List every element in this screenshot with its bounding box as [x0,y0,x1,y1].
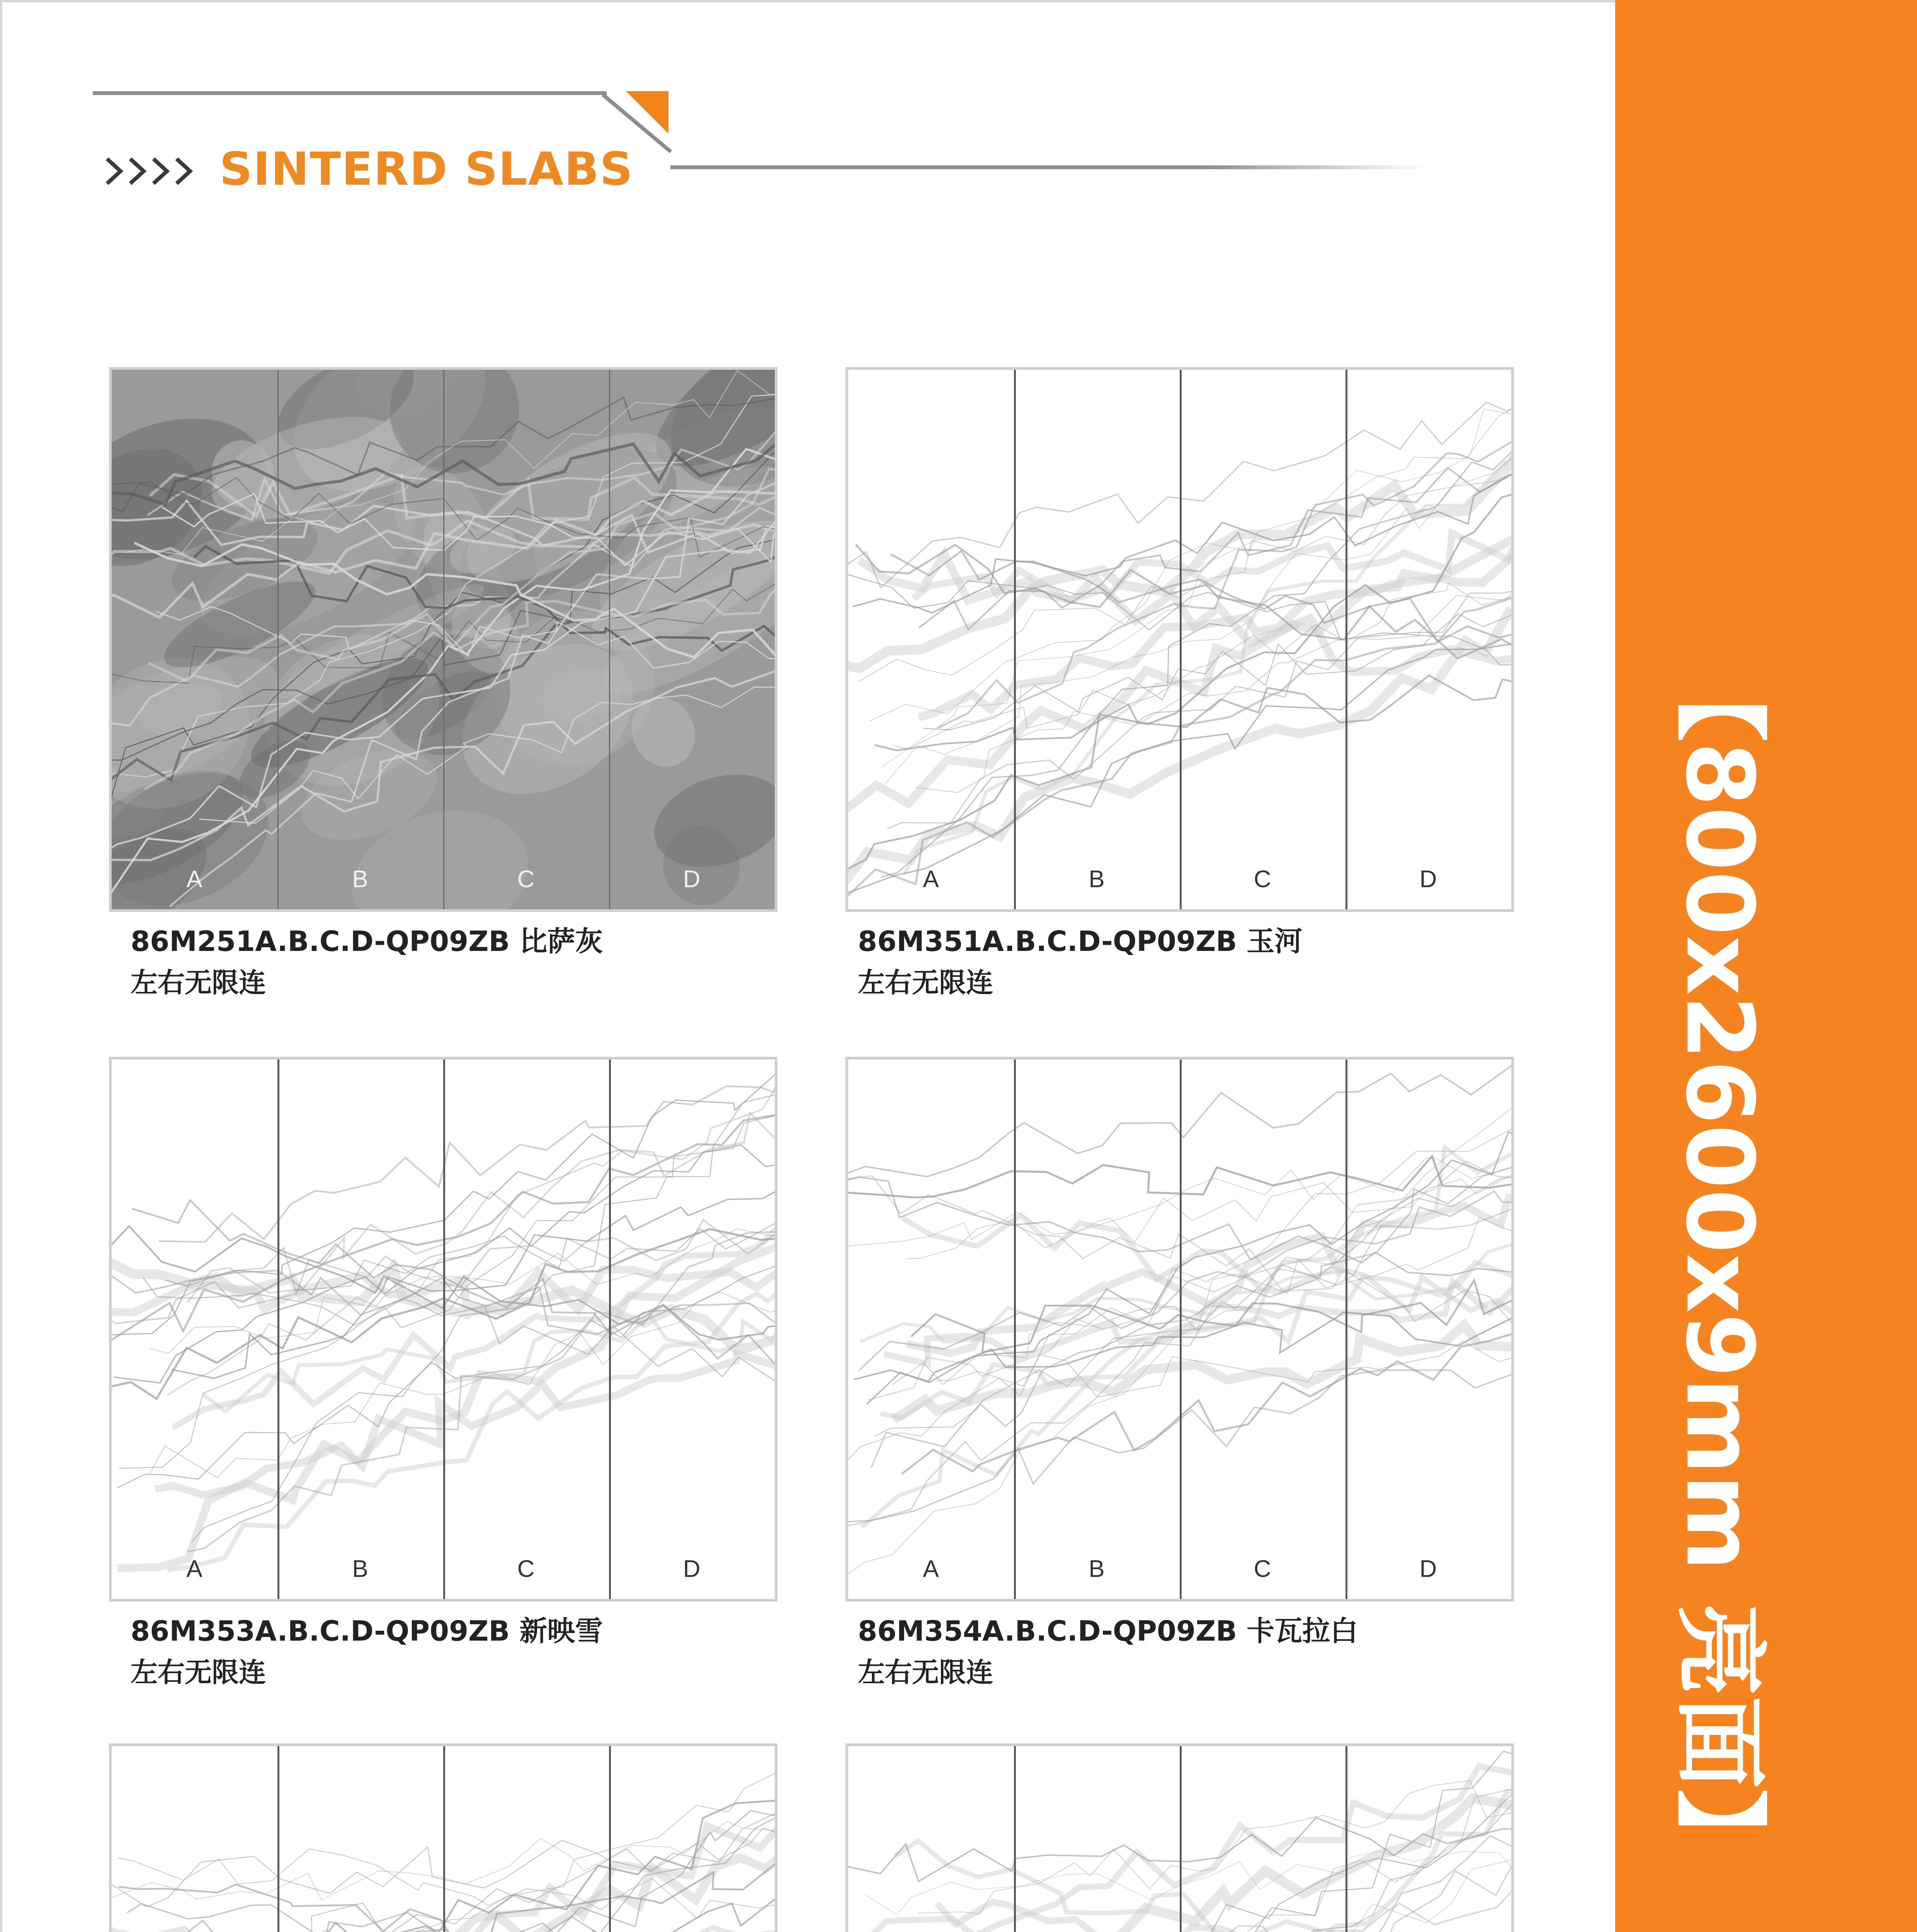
slab-divider [277,1746,279,1932]
slab-divider [609,1060,611,1599]
slab-letter-d: D [683,1556,701,1582]
header-line-upper [93,91,607,95]
product-note: 左右无限连 [131,1656,266,1688]
slab-divider [277,370,279,909]
header-line-lower [670,165,1428,169]
slab-divider [277,1060,279,1599]
slab-letter-c: C [1254,1556,1271,1582]
slab-letter-d: D [1419,866,1437,893]
product-slab-image [845,1743,1514,1932]
slab-letter-c: C [517,1556,535,1582]
product-note: 左右无限连 [858,1656,993,1688]
slab-divider [609,370,610,909]
slab-letter-d: D [683,866,701,893]
slab-letter-c: C [517,866,535,893]
slab-divider [443,1746,445,1932]
product-code: 86M353A.B.C.D-QP09ZB 新映雪 [131,1615,603,1647]
product-slab-image [845,1057,1514,1602]
product-slab-image [109,1743,777,1932]
slab-divider [1345,370,1347,909]
header-title: SINTERD SLABS [219,142,634,196]
slab-letter-a: A [186,866,202,893]
slab-letter-a: A [923,1556,939,1582]
slab-letter-a: A [186,1556,202,1582]
slab-divider [1180,1060,1182,1599]
slab-letter-b: B [1089,866,1105,893]
product-code: 86M251A.B.C.D-QP09ZB 比萨灰 [131,925,603,957]
slab-letter-a: A [923,866,939,893]
slab-divider [1014,370,1016,909]
product-slab-image [845,367,1514,912]
product-slab-image [109,1057,777,1602]
slab-divider [1014,1746,1016,1932]
product-note: 左右无限连 [131,967,266,998]
header-accent-triangle [626,91,668,134]
slab-divider [1345,1746,1347,1932]
slab-divider [1180,370,1182,909]
slab-letter-c: C [1254,866,1271,893]
product-note: 左右无限连 [858,967,993,998]
product-code: 86M354A.B.C.D-QP09ZB 卡瓦拉白 [858,1615,1358,1647]
slab-letter-b: B [352,1556,368,1582]
header-chevrons-icon [105,146,206,196]
product-code: 86M351A.B.C.D-QP09ZB 玉河 [858,925,1303,957]
spec-band-text: 【800x2600x9mm 亮面】 [1665,649,1774,1882]
product-slab-image [109,367,777,912]
slab-divider [443,370,444,909]
slab-divider [1345,1060,1347,1599]
slab-divider [1180,1746,1182,1932]
slab-divider [609,1746,611,1932]
slab-letter-d: D [1419,1556,1437,1582]
slab-letter-b: B [352,866,368,893]
slab-letter-b: B [1089,1556,1105,1582]
slab-divider [1014,1060,1016,1599]
slab-divider [443,1060,445,1599]
